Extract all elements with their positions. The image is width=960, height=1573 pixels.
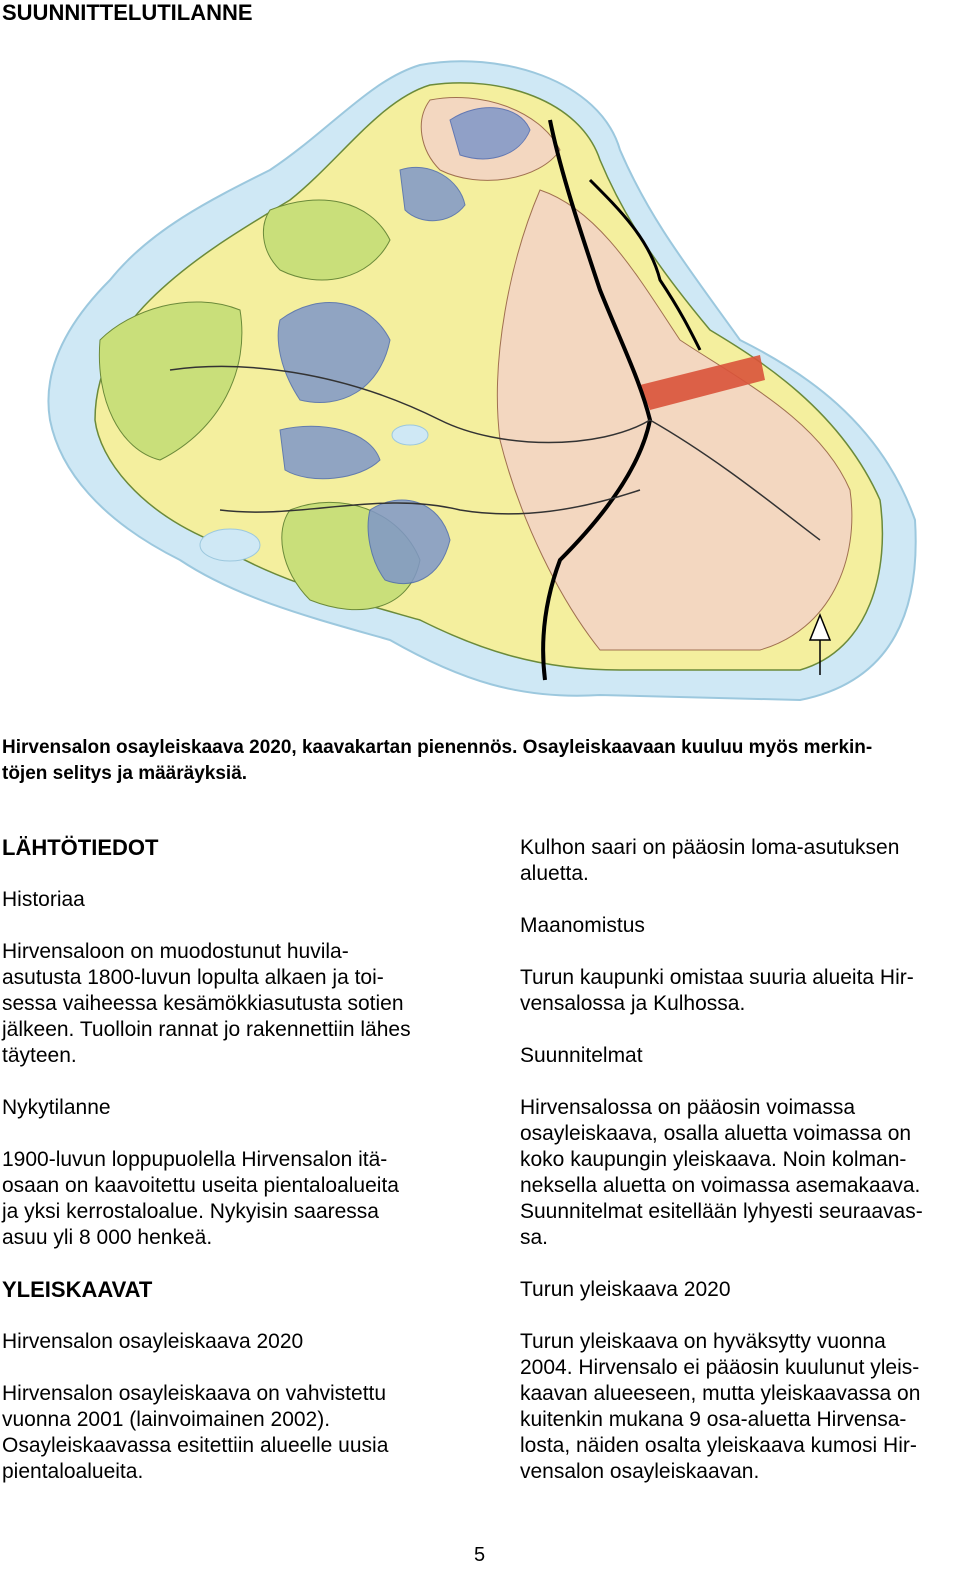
paragraph-plans: [520, 1095, 960, 1251]
subheading-osayleiskaava: Hirvensalon osayleiskaava 2020: [2, 1330, 304, 1353]
paragraph-ownership: [520, 965, 960, 1017]
heading-lahtotiedot: LÄHTÖTIEDOT: [2, 835, 159, 860]
paragraph-osayleiskaava: [2, 1381, 472, 1485]
text-line: asuu yli 8 000 henkeä.: [2, 1226, 213, 1249]
subheading-maanomistus: Maanomistus: [520, 914, 645, 937]
text-line: Turun yleiskaava on hyväksytty vuonna: [520, 1330, 886, 1353]
text-line: vensalossa ja Kulhossa.: [520, 992, 746, 1015]
text-line: täyteen.: [2, 1044, 77, 1067]
paragraph-turun-yleiskaava: [520, 1329, 960, 1485]
text-line: vensalon osayleiskaavan.: [520, 1460, 760, 1483]
text-line: 2004. Hirvensalo ei pääosin kuulunut yleis-: [520, 1356, 920, 1379]
caption-line-2: töjen selitys ja määräyksiä.: [2, 763, 248, 784]
text-line: kuitenkin mukana 9 osa-aluetta Hirvensa-: [520, 1408, 907, 1431]
caption-line-1: Hirvensalon osayleiskaava 2020, kaavakartan pienennös. Osayleiskaavaan kuuluu myös merkin-: [2, 737, 873, 758]
text-line: pientaloalueita.: [2, 1460, 144, 1483]
text-line: Kulhon saari on pääosin loma-asutuksen: [520, 836, 900, 859]
text-line: jälkeen. Tuolloin rannat jo rakennettiin lähes: [2, 1018, 411, 1041]
text-line: Hirvensalon osayleiskaava on vahvistettu: [2, 1382, 387, 1405]
map-lake-1: [392, 425, 428, 445]
heading-yleiskaavat: YLEISKAAVAT: [2, 1277, 153, 1302]
text-line: ja yksi kerrostaloalue. Nykyisin saaressa: [2, 1200, 379, 1223]
paragraph-kulho: [520, 835, 960, 887]
page-number: 5: [474, 1544, 486, 1566]
text-line: Hirvensalossa on pääosin voimassa: [520, 1096, 856, 1119]
subheading-turun-yleiskaava: Turun yleiskaava 2020: [520, 1278, 731, 1301]
text-line: vuonna 2001 (lainvoimainen 2002).: [2, 1408, 331, 1431]
text-line: asutusta 1800-luvun lopulta alkaen ja toi-: [2, 966, 384, 989]
text-line: osaan on kaavoitettu useita pientaloalueita: [2, 1174, 399, 1197]
text-line: Turun kaupunki omistaa suuria alueita Hir-: [520, 966, 914, 989]
text-line: Osayleiskaavassa esitettiin alueelle uusia: [2, 1434, 389, 1457]
text-line: 1900-luvun loppupuolella Hirvensalon itä-: [2, 1148, 388, 1171]
section-title: SUUNNITTELUTILANNE: [2, 0, 253, 25]
text-line: kaavan alueeseen, mutta yleiskaavassa on: [520, 1382, 921, 1405]
text-line: koko kaupungin yleiskaava. Noin kolman-: [520, 1148, 907, 1171]
text-line: aluetta.: [520, 862, 589, 885]
subheading-nykytilanne: Nykytilanne: [2, 1096, 111, 1119]
map-lake-2: [200, 529, 260, 561]
text-line: losta, näiden osalta yleiskaava kumosi Hir-: [520, 1434, 917, 1457]
text-line: sa.: [520, 1226, 549, 1249]
subheading-historiaa: Historiaa: [2, 888, 85, 911]
text-line: Hirvensaloon on muodostunut huvila-: [2, 940, 349, 963]
land-use-map: [40, 40, 920, 705]
text-line: sessa vaiheessa kesämökkiasutusta sotien: [2, 992, 404, 1015]
left-column: [2, 835, 472, 1485]
paragraph-current: [2, 1147, 472, 1251]
text-line: neksella aluetta on voimassa asemakaava.: [520, 1174, 921, 1197]
text-line: Suunnitelmat esitellään lyhyesti seuraavas-: [520, 1200, 923, 1223]
map-caption: [2, 735, 957, 787]
right-column: [520, 835, 960, 1485]
paragraph-history: [2, 939, 472, 1069]
subheading-suunnitelmat: Suunnitelmat: [520, 1044, 643, 1067]
text-line: osayleiskaava, osalla aluetta voimassa on: [520, 1122, 912, 1145]
